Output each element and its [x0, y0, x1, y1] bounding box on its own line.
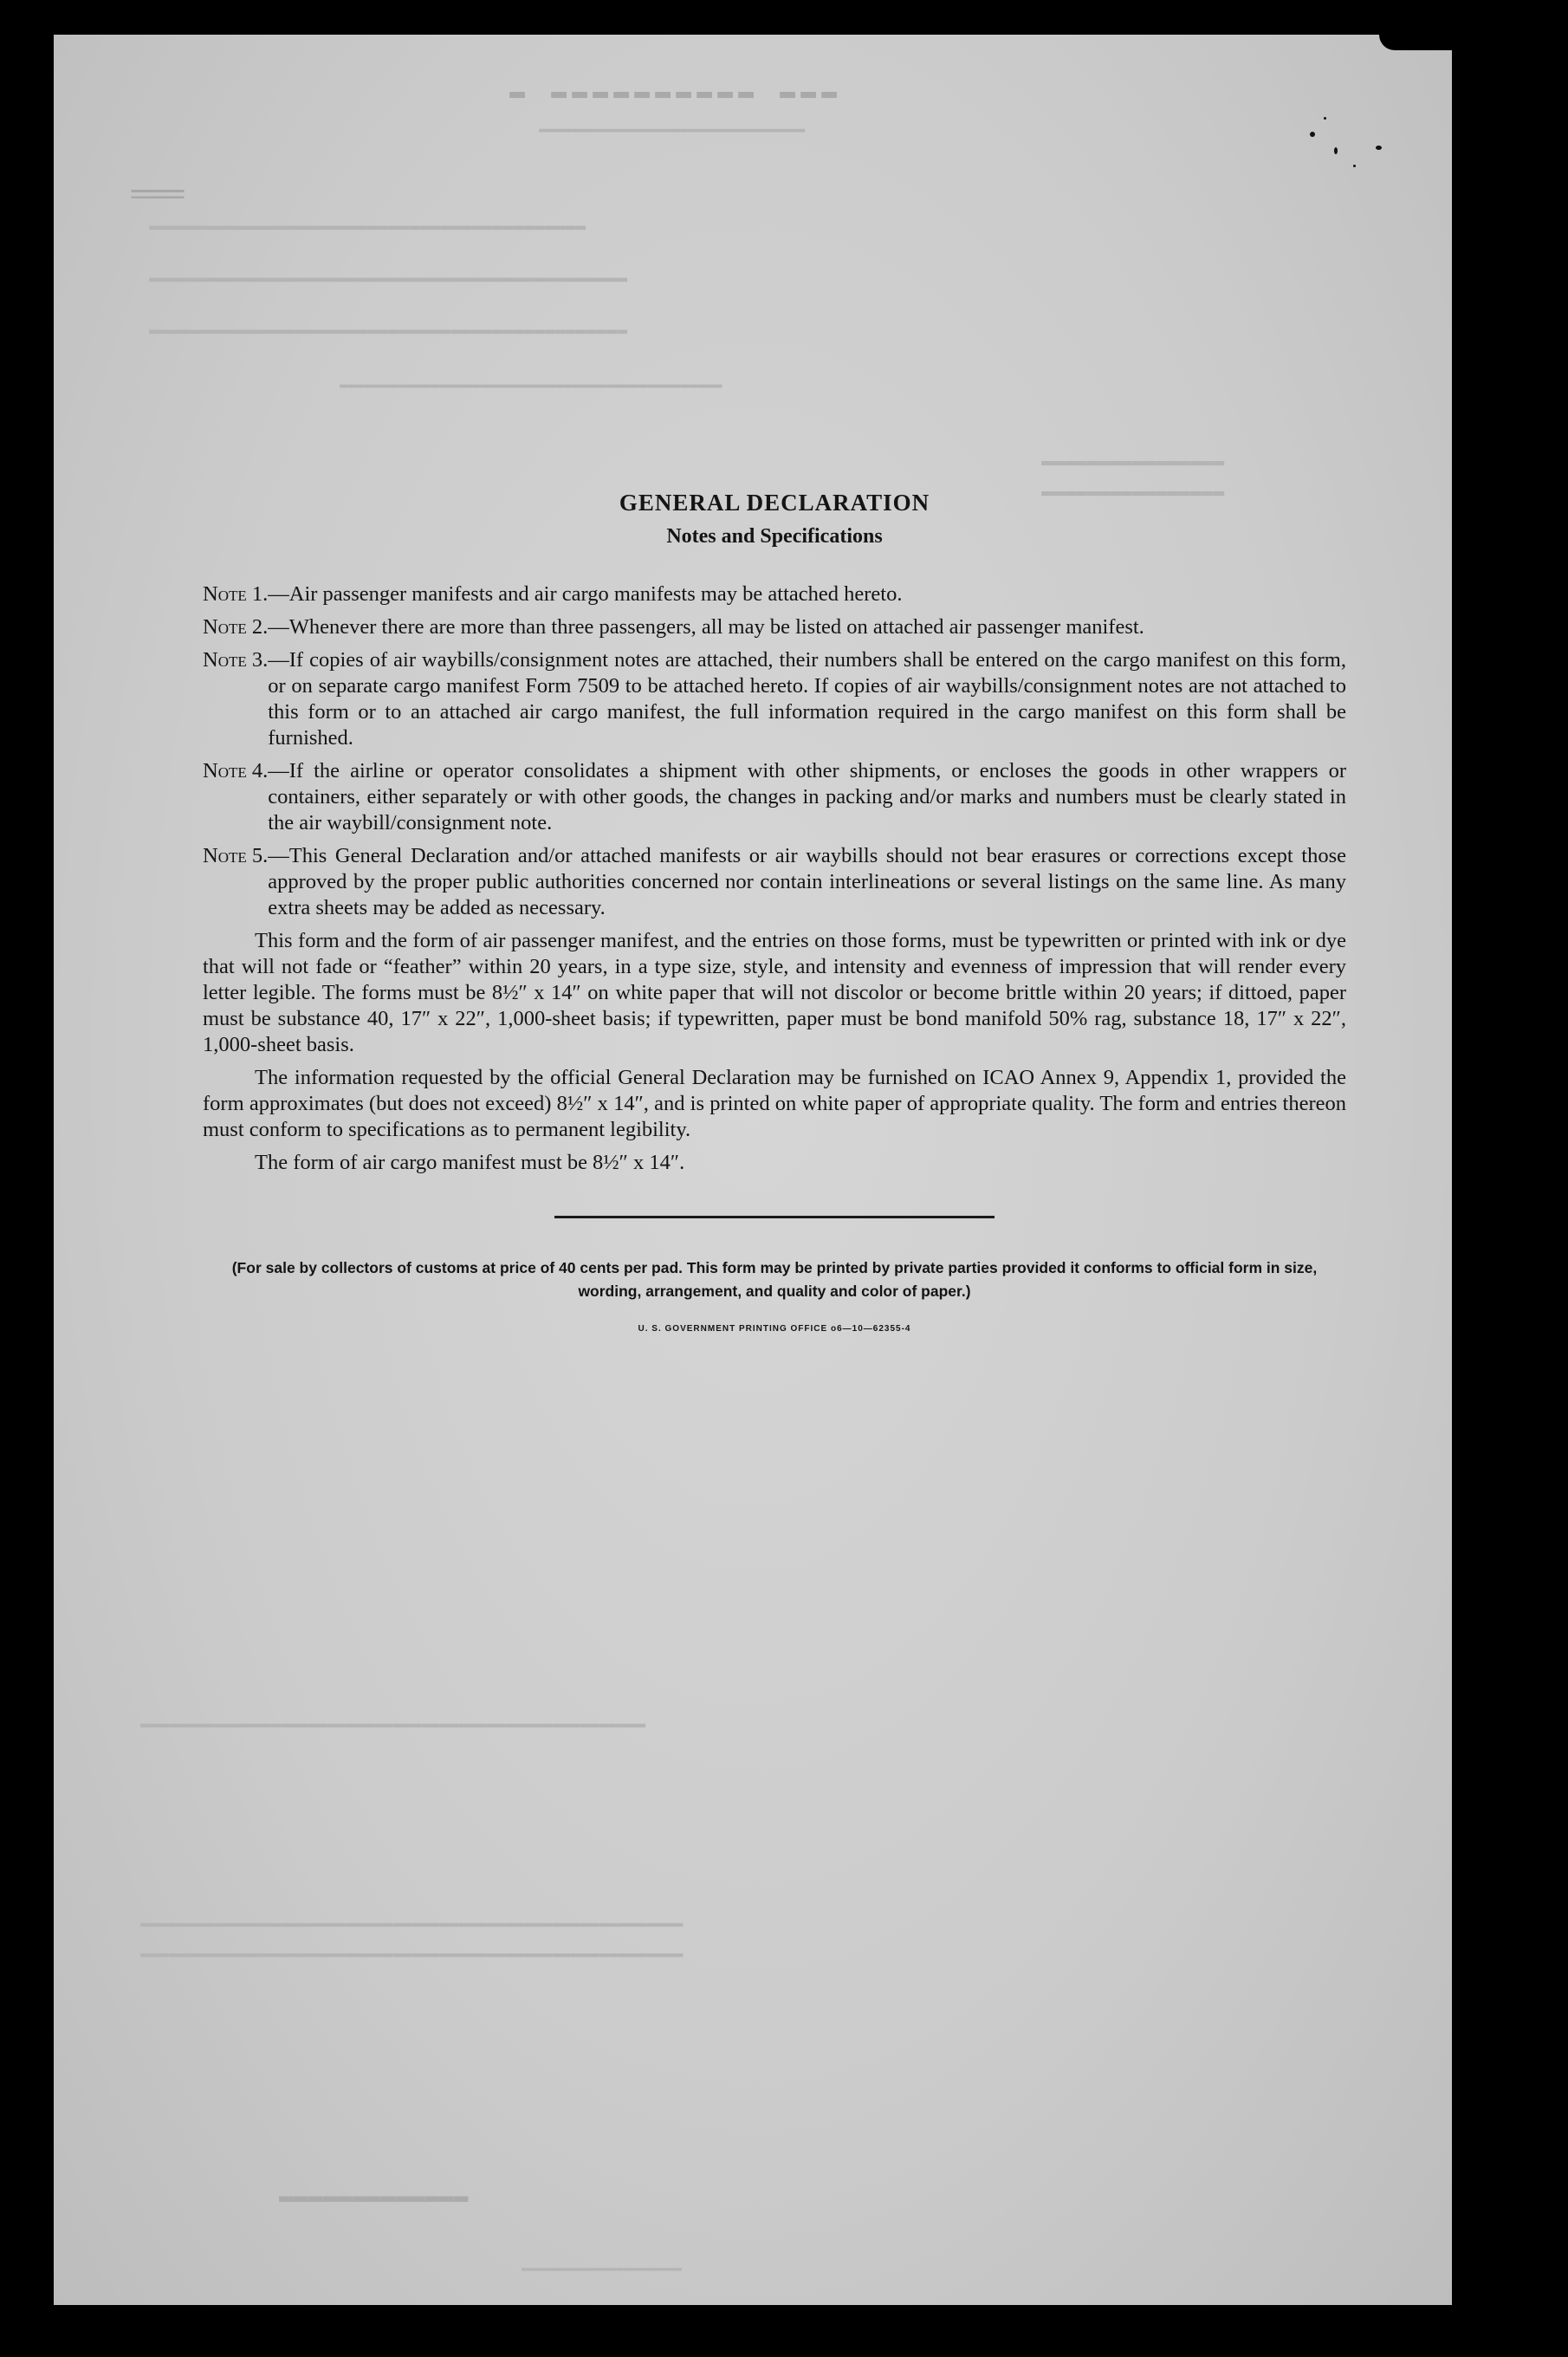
declaration-notes — [203, 490, 1346, 1334]
note-text: —This General Declaration and/or attached manifests or air waybills should not bear erasures or corrections except those approved by the proper public authorities concerned nor contain interlineations or several listings on the same line. As many extra sheets may be added as necessary. — [268, 844, 1346, 919]
note-word: Note — [203, 759, 247, 782]
bleed-through-line: ▬▬▬▬▬▬▬▬▬▬▬▬▬▬▬▬ — [1041, 451, 1225, 472]
note-text: —Whenever there are more than three passengers, all may be listed on attached air passenger manifest. — [268, 615, 1144, 639]
bleed-through-line: ▬▬▬▬▬▬▬▬▬▬▬▬▬▬▬▬▬▬▬▬▬▬▬▬▬▬▬▬▬▬▬▬▬▬▬▬▬▬▬▬▬▬▬▬▬▬ — [149, 321, 628, 341]
note-text: —If copies of air waybills/consignment notes are attached, their numbers shall be entered on the cargo manifest on this form, or on separate cargo manifest Form 7509 to be attached hereto. If copies of air waybills/consignment notes are not attached to this form or to an attached air cargo manifest, the full information required in the cargo manifest on this form shall be furnished. — [268, 648, 1346, 750]
note-word: Note — [203, 648, 247, 672]
bleed-through-line: ▬▬▬▬▬▬▬▬▬▬▬▬▬▬▬▬▬▬▬▬▬▬ — [522, 2262, 682, 2276]
note-word: Note — [203, 615, 247, 639]
note-word: Note — [203, 582, 247, 606]
note-4 — [203, 758, 1346, 836]
bleed-through-header: ▬▬▬ ▬▬▬▬▬▬▬▬▬▬ ▬ — [504, 78, 838, 107]
dust-speck — [1334, 147, 1338, 154]
page-tear — [1379, 35, 1452, 50]
note-label — [203, 614, 268, 640]
page-subtitle: Notes and Specifications — [666, 525, 883, 548]
note-text: —If the airline or operator consolidates a shipment with other shipments, or encloses the goods in other wrappers or containers, either separately or with other goods, the changes in packing and/or marks and numbers must be clearly stated in the air waybill/consignment note. — [268, 759, 1346, 834]
divider-rule — [554, 1216, 995, 1218]
dust-speck — [1376, 146, 1382, 150]
note-5 — [203, 843, 1346, 921]
dust-speck — [1353, 165, 1356, 167]
note-label — [203, 581, 268, 607]
paragraph-form-requirements: This form and the form of air passenger manifest, and the entries on those forms, must be typewritten or printed with ink or dye that will not fade or “feather” within 20 years, in a type size, style, and intensity and evenness of impression that will render every letter legible. The forms must be 8½″ x 14″ on white paper that will not discolor or become brittle within 20 years; if dittoed, paper must be substance 40, 17″ x 22″, 1,000-sheet basis; if typewritten, paper must be bond manifold 50% rag, substance 18, 17″ x 22″, 1,000-sheet basis. — [203, 929, 1346, 1056]
bleed-through-line: ▬▬▬▬▬▬▬▬▬▬▬▬▬▬▬▬▬▬▬▬▬▬▬▬▬▬▬▬▬▬▬▬▬▬▬▬▬▬▬▬▬▬▬▬▬▬▬▬▬▬▬▬▬▬▬▬▬▬ — [140, 1945, 684, 1963]
dust-speck — [1324, 117, 1326, 120]
sale-footnote: (For sale by collectors of customs at price of 40 cents per pad. This form may be printed by private parties provided it conforms to official form in size, wording, arrangement, and quality and color of paper.) — [231, 1259, 1318, 1300]
bleed-through-line: ▬▬▬▬▬▬▬▬▬▬▬▬▬▬▬▬▬▬▬▬▬▬▬▬▬▬▬▬▬▬▬▬ — [539, 121, 806, 137]
note-2 — [203, 614, 1346, 640]
paragraph-icao-annex: The information requested by the official General Declaration may be furnished on ICAO Annex 9, Appendix 1, provided the form approximates (but does not exceed) 8½″ x 14″, and is printed on white paper of appropriate quality. The form and entries thereon must conform to specifications as to permanent legibility. — [203, 1066, 1346, 1141]
bleed-through-line: ▬▬▬▬▬▬▬▬▬▬▬▬▬ — [279, 2184, 469, 2211]
note-number: 1. — [251, 582, 269, 606]
paragraph-cargo-manifest-size: The form of air cargo manifest must be 8½″ x 14″. — [255, 1151, 685, 1174]
note-label — [203, 758, 268, 836]
dust-speck — [1310, 132, 1315, 137]
bleed-through-number: ‗‗ — [132, 140, 184, 197]
note-number: 3. — [251, 648, 269, 672]
bleed-through-line: ▬▬▬▬▬▬▬▬▬▬▬▬▬▬▬▬▬▬▬▬▬▬▬▬▬▬▬▬▬▬▬▬▬▬▬▬▬▬▬▬▬▬▬▬▬▬▬▬▬▬▬▬▬▬▬▬▬▬ — [140, 1915, 684, 1932]
note-text: —Air passenger manifests and air cargo manifests may be attached hereto. — [268, 582, 903, 606]
page-title: GENERAL DECLARATION — [619, 490, 930, 516]
note-1 — [203, 581, 1346, 607]
printing-office-line: U. S. GOVERNMENT PRINTING OFFICE o6—10—62355-4 — [638, 1324, 911, 1334]
bleed-through-line: ▬▬▬▬▬▬▬▬▬▬▬▬▬▬▬▬ — [1041, 481, 1225, 503]
bleed-through-line: ▬▬▬▬▬▬▬▬▬▬▬▬▬▬▬▬▬▬▬▬▬▬▬▬▬▬▬▬▬▬▬▬▬▬▬▬▬▬▬▬▬▬ — [149, 217, 586, 237]
note-3 — [203, 647, 1346, 751]
note-number: 2. — [251, 615, 269, 639]
note-word: Note — [203, 844, 247, 867]
bleed-through-line: ▬▬▬▬▬▬▬▬▬▬▬▬▬▬▬▬▬▬▬▬▬▬▬▬▬▬▬▬▬▬▬▬▬▬▬▬▬▬▬▬▬▬▬▬▬▬ — [149, 269, 628, 289]
note-label — [203, 843, 268, 921]
note-label — [203, 647, 268, 751]
bleed-through-line: ▬▬▬▬▬▬▬▬▬▬▬▬▬▬▬▬▬▬▬▬▬▬▬▬▬▬▬▬▬▬▬▬▬▬▬▬▬▬▬▬▬▬▬▬▬▬ — [340, 377, 722, 393]
bleed-through-line: ▬▬▬▬▬▬▬▬▬▬▬▬▬▬▬▬▬▬▬▬▬▬▬▬▬▬▬▬▬▬▬▬▬▬▬▬▬▬▬▬▬▬▬▬▬▬▬▬▬▬▬▬▬▬ — [140, 1716, 646, 1733]
note-number: 4. — [251, 759, 269, 782]
note-number: 5. — [251, 844, 269, 867]
scanned-page — [54, 35, 1452, 2305]
